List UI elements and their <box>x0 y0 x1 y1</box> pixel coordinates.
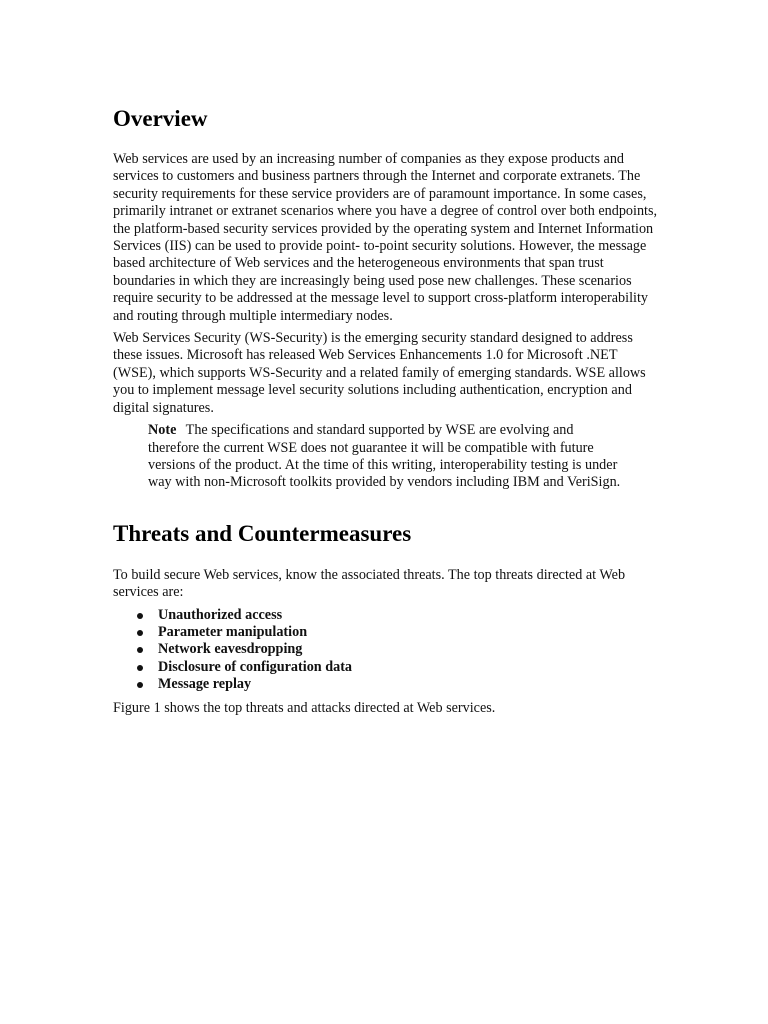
note-text: The specifications and standard supported by WSE are evolving and therefore the current WSE does not guarantee it will be compatible with future versions of the product. At the time of this writing, interoperability testing is under way with non-Microsoft toolkits provided by vendors including IBM and VeriSign. <box>148 422 621 491</box>
threat-list <box>113 607 658 694</box>
list-item <box>137 641 658 658</box>
bullet-icon <box>137 613 143 619</box>
bullet-icon <box>137 630 143 636</box>
bullet-icon <box>137 665 143 671</box>
note-block <box>148 422 628 492</box>
overview-paragraph-1: Web services are used by an increasing number of companies as they expose products and services to customers and business partners through the Internet and corporate extranets. The security requirements for these service providers are of paramount importance. In some cases, primarily intranet or extranet scenarios where you have a degree of control over both endpoints, the platform-based security services provided by the operating system and Internet Information Services (IIS) can be used to provide point- to-point security solutions. However, the message based architecture of Web services and the heterogeneous environments that span trust boundaries in which they are increasingly being used pose new challenges. These scenarios require security to be addressed at the message level to support cross-platform interoperability and routing through multiple intermediary nodes. <box>113 151 658 324</box>
overview-paragraph-2: Web Services Security (WS-Security) is the emerging security standard designed to address these issues. Microsoft has released Web Services Enhancements 1.0 for Microsoft .NET (WSE), which supports WS-Security and a related family of emerging standards. WSE allows you to implement message level security solutions including authentication, encryption and digital signatures. <box>113 330 646 416</box>
bullet-icon <box>137 682 143 688</box>
overview-heading: Overview <box>113 106 208 131</box>
list-item <box>137 659 658 676</box>
threat-item-label: Network eavesdropping <box>158 641 303 658</box>
document-page <box>113 104 658 722</box>
threat-item-label: Disclosure of configuration data <box>158 658 353 675</box>
figure-caption: Figure 1 shows the top threats and attacks directed at Web services. <box>113 699 496 716</box>
list-item <box>137 676 658 693</box>
threat-item-label: Parameter manipulation <box>158 623 308 640</box>
threat-item-label: Unauthorized access <box>158 606 283 623</box>
threat-item-label: Message replay <box>158 676 252 693</box>
list-item <box>137 624 658 641</box>
threats-intro: To build secure Web services, know the associated threats. The top threats directed at Web services are: <box>113 566 626 601</box>
note-label: Note <box>148 422 177 439</box>
list-item <box>137 607 658 624</box>
threats-heading: Threats and Countermeasures <box>113 520 412 546</box>
bullet-icon <box>137 647 143 653</box>
